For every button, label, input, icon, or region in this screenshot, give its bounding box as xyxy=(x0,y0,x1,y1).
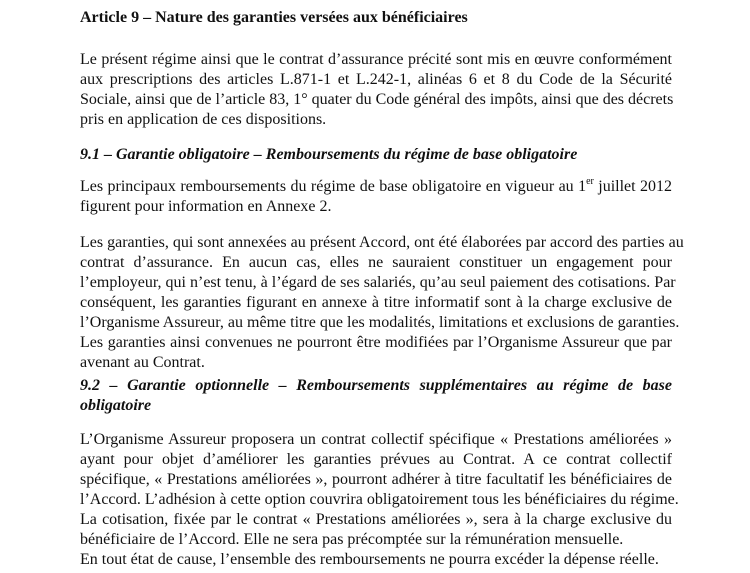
intro-line-1: Le présent régime ainsi que le contrat d’assurance précité sont mis en œuvre conformément xyxy=(80,51,672,68)
article-heading: Article 9 – Nature des garanties versées aux bénéficiaires xyxy=(80,9,468,26)
section-9-1-p2-line-6: Les garanties ainsi convenues ne pourront être modifiées par l’Organisme Assureur que par xyxy=(80,334,672,351)
section-9-2-line-2: ayant pour objet d’améliorer les garanties prévues au Contrat. A ce contrat collectif xyxy=(80,451,672,468)
superscript-er: er xyxy=(586,175,594,187)
section-9-2-heading-line-2: obligatoire xyxy=(80,397,152,414)
section-9-2-paragraph xyxy=(80,430,679,570)
section-9-2-line-7: En tout état de cause, l’ensemble des remboursements ne pourra excéder la dépense réelle. xyxy=(80,551,659,568)
p1-line1-text-a: Les principaux remboursements du régime de base obligatoire en vigueur au 1 xyxy=(80,178,587,195)
intro-line-2: aux prescriptions des articles L.871-1 et L.242-1, alinéas 6 et 8 du Code de la Sécurité xyxy=(80,71,672,88)
section-9-1-p2-line-1: Les garanties, qui sont annexées au présent Accord, ont été élaborées par accord des parties au xyxy=(80,234,684,251)
intro-line-3: Sociale, ainsi que de l’article 83, 1° quater du Code général des impôts, ainsi que des décrets xyxy=(80,91,674,108)
section-9-2-line-6: bénéficiaire de l’Accord. Elle ne sera pas précomptée sur la rémunération mensuelle. xyxy=(80,531,624,548)
section-9-1-p2-line-2: contrat d’assurance. En aucun cas, elles ne sauraient constituer un engagement pour xyxy=(80,254,672,271)
section-9-1-heading: 9.1 – Garantie obligatoire – Remboursements du régime de base obligatoire xyxy=(80,146,578,163)
p1-line1-text-b: juillet 2012 xyxy=(593,178,672,195)
section-9-2-line-5: La cotisation, fixée par le contrat « Prestations améliorées », sera à la charge exclusive du xyxy=(80,511,672,528)
section-9-2-line-3: spécifique, « Prestations améliorées », pourront adhérer à titre facultatif les bénéficiaires de xyxy=(80,471,672,488)
section-9-1-p1-line-2: figurent pour information en Annexe 2. xyxy=(80,198,332,215)
section-9-2-heading-line-1: 9.2 – Garantie optionnelle – Remboursements supplémentaires au régime de base xyxy=(80,377,672,394)
section-9-1-paragraph-1 xyxy=(80,177,672,217)
section-9-1-p2-line-5: l’Organisme Assureur, au même titre que les modalités, limitations et exclusions de garanties. xyxy=(80,314,680,331)
section-9-2-line-4: l’Accord. L’adhésion à cette option couvrira obligatoirement tous les bénéficiaires du régime. xyxy=(80,491,679,508)
section-9-1-p2-line-3: l’employeur, qui n’est tenu, à l’égard de ses salariés, qu’au seul paiement des cotisations. Par xyxy=(80,274,676,291)
section-9-1-paragraph-2 xyxy=(80,233,684,373)
section-9-1-p2-line-7: avenant au Contrat. xyxy=(80,354,205,371)
section-9-2-heading xyxy=(80,376,672,416)
section-9-2-line-1: L’Organisme Assureur proposera un contrat collectif spécifique « Prestations améliorées » xyxy=(80,431,672,448)
section-9-1-p1-line-1 xyxy=(80,177,672,197)
intro-paragraph xyxy=(80,50,672,130)
section-9-1-p2-line-4: conséquent, les garanties figurant en annexe à titre informatif sont à la charge exclusive de xyxy=(80,294,672,311)
intro-line-4: pris en application de ces dispositions. xyxy=(80,111,327,128)
